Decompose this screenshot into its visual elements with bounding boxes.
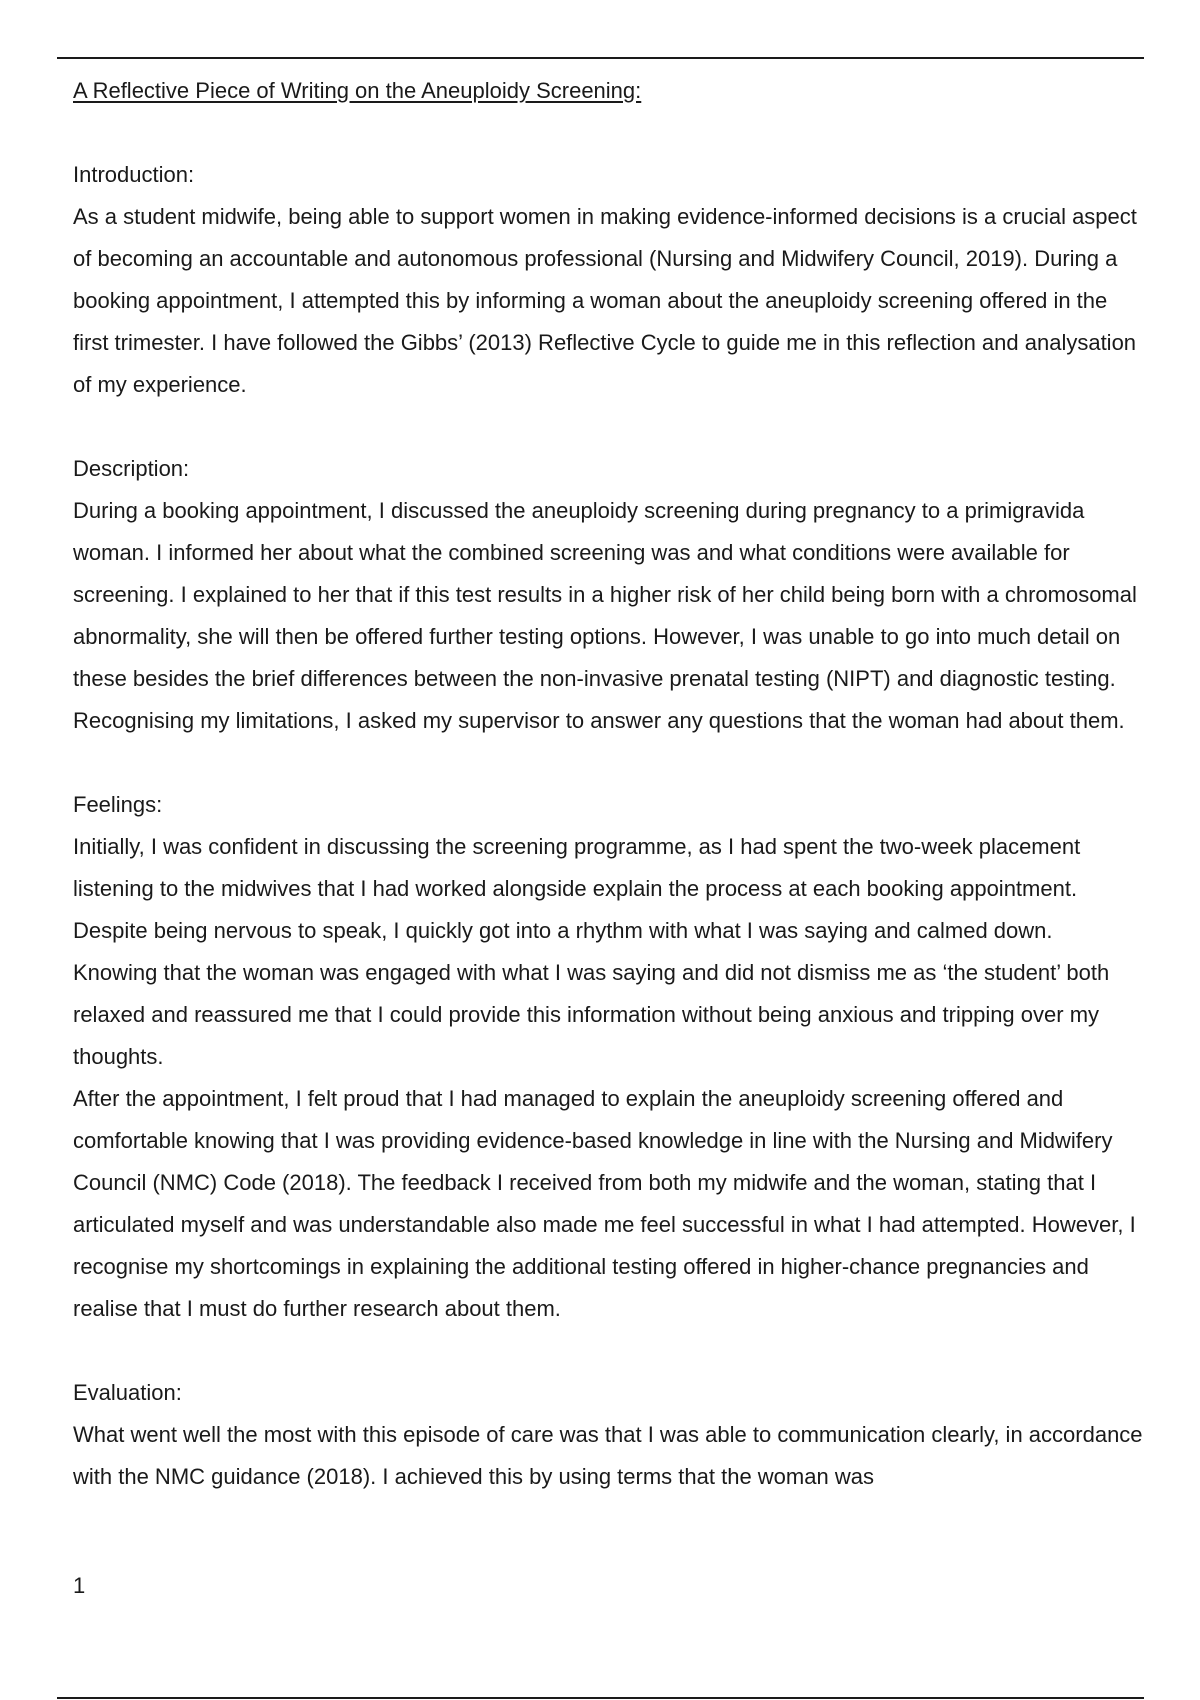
paragraph: Initially, I was confident in discussing the screening programme, as I had spent the two-week placement listening to the midwives that I had worked alongside explain the process at each booking appointment. — [73, 834, 1081, 901]
paragraph: As a student midwife, being able to support women in making evidence-informed decisions is a crucial aspect of becoming an accountable and autonomous professional (Nursing and Midwifery Council, 2019). During a booking appointment, I attempted this by informing a woman about the aneuploidy screening offered in the first trimester. I have followed the Gibbs’ (2013) Reflective Cycle to guide me in this reflection and analysation of my experience. — [73, 204, 1137, 397]
section-heading: Evaluation: — [73, 1380, 182, 1405]
section-description — [73, 448, 1143, 742]
section-evaluation — [73, 1372, 1143, 1498]
bottom-rule — [57, 1697, 1144, 1699]
section-feelings — [73, 784, 1143, 1330]
paragraph: During a booking appointment, I discussed the aneuploidy screening during pregnancy to a primigravida woman. I informed her about what the combined screening was and what conditions were available for screening. I explained to her that if this test results in a higher risk of her child being born with a chromosomal abnormality, she will then be offered further testing options. However, I was unable to go into much detail on these besides the brief differences between the non-invasive prenatal testing (NIPT) and diagnostic testing. Recognising my limitations, I asked my supervisor to answer any questions that the woman had about them. — [73, 498, 1137, 733]
paragraph: After the appointment, I felt proud that I had managed to explain the aneuploidy screening offered and comfortable knowing that I was providing evidence-based knowledge in line with the Nursing and Midwifery Council (NMC) Code (2018). The feedback I received from both my midwife and the woman, stating that I articulated myself and was understandable also made me feel successful in what I had attempted. However, I recognise my shortcomings in explaining the additional testing offered in higher-chance pregnancies and realise that I must do further research about them. — [73, 1086, 1136, 1321]
paragraph: Despite being nervous to speak, I quickly got into a rhythm with what I was saying and calmed down. Knowing that the woman was engaged with what I was saying and did not dismiss me as ‘the student’ both relaxed and reassured me that I could provide this information without being anxious and tripping over my thoughts. — [73, 918, 1110, 1069]
top-rule — [57, 57, 1144, 59]
section-introduction — [73, 154, 1143, 406]
section-heading: Introduction: — [73, 162, 195, 187]
paragraph: What went well the most with this episode of care was that I was able to communication clearly, in accordance with the NMC guidance (2018). I achieved this by using terms that the woman was — [73, 1422, 1143, 1489]
page-number: 1 — [73, 1573, 86, 1598]
document-title: A Reflective Piece of Writing on the Aneuploidy Screening: — [73, 78, 642, 103]
section-heading: Feelings: — [73, 792, 163, 817]
document-body — [73, 70, 1143, 1498]
section-heading: Description: — [73, 456, 190, 481]
